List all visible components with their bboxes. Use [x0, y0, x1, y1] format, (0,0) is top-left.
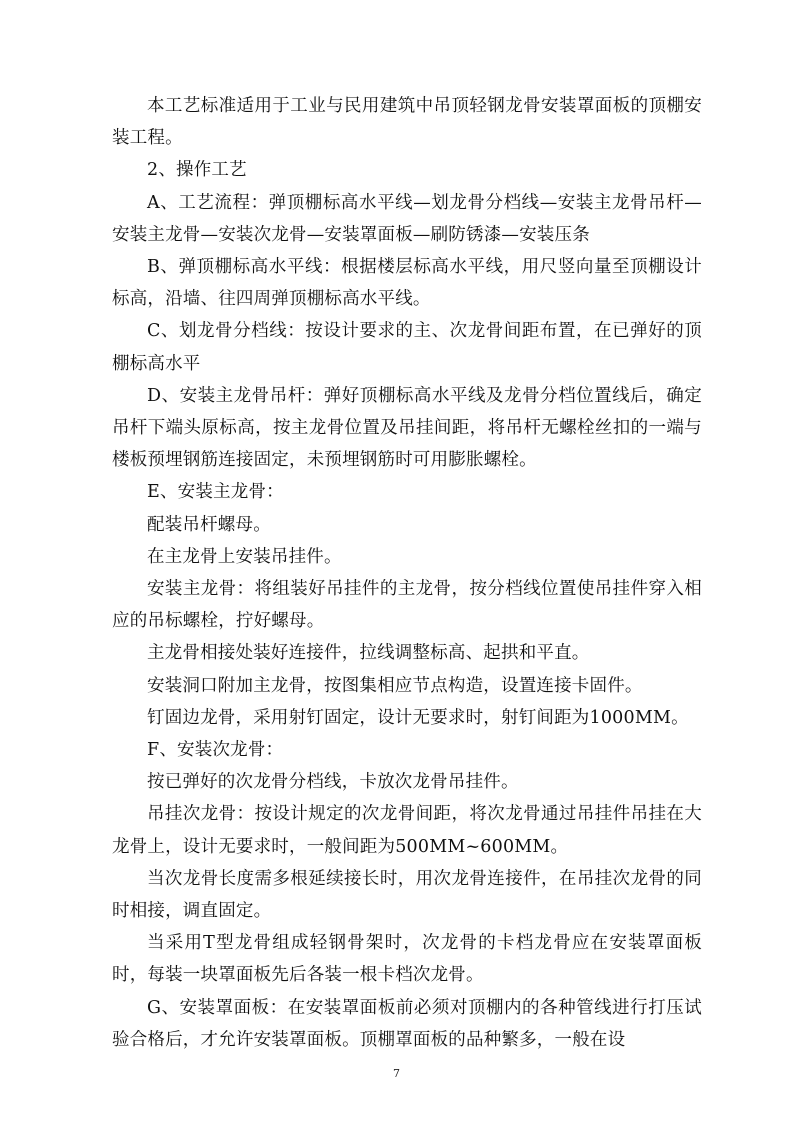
- paragraph-edge-keel: 钉固边龙骨，采用射钉固定，设计无要求时，射钉间距为1000MM。: [147, 707, 689, 728]
- page-number: 7: [393, 1067, 400, 1080]
- paragraph-hang-secondary-keel: 吊挂次龙骨：按设计规定的次龙骨间距，将次龙骨通过吊挂件吊挂在大龙骨上，设计无要求时，一般间距为500MM~600MM。: [112, 804, 702, 857]
- paragraph-snap-level-line: B、弹顶棚标高水平线：根据楼层标高水平线，用尺竖向量至顶棚设计标高，沿墙、往四周弹顶棚标高水平线。: [112, 257, 702, 310]
- paragraph-install-cover-panels: G、安装罩面板：在安装罩面板前必须对顶棚内的各种管线进行打压试验合格后，才允许安装罩面板。顶棚罩面板的品种繁多，一般在设: [112, 997, 702, 1050]
- paragraph-main-keel-hanger-rods: D、安装主龙骨吊杆：弹好顶棚标高水平线及龙骨分档位置线后，确定吊杆下端头原标高，按主龙骨位置及吊挂间距，将吊杆无螺栓丝扣的一端与楼板预埋钢筋连接固定，未预埋钢筋时可用膨胀螺栓。: [112, 385, 702, 471]
- paragraph-rod-nuts: 配装吊杆螺母。: [147, 514, 271, 535]
- paragraph-keel-layout-lines: C、划龙骨分档线：按设计要求的主、次龙骨间距布置，在已弹好的顶棚标高水平: [112, 321, 702, 374]
- subheading-install-main-keel: E、安装主龙骨：: [147, 482, 284, 503]
- paragraph-scope: 本工艺标准适用于工业与民用建筑中吊顶轻钢龙骨安装罩面板的顶棚安装工程。: [112, 96, 702, 149]
- paragraph-process-flow: A、工艺流程：弹顶棚标高水平线—划龙骨分档线—安装主龙骨吊杆—安装主龙骨—安装次龙骨—安装罩面板—刷防锈漆—安装压条: [112, 192, 702, 245]
- section-heading-operation-process: 2、操作工艺: [147, 160, 247, 181]
- paragraph-opening-main-keel: 安装洞口附加主龙骨，按图集相应节点构造，设置连接卡固件。: [147, 675, 643, 696]
- paragraph-t-keel: 当采用T型龙骨组成轻钢骨架时，次龙骨的卡档龙骨应在安装罩面板时，每装一块罩面板先后各装一根卡档次龙骨。: [112, 933, 702, 986]
- paragraph-secondary-keel-hangers: 按已弹好的次龙骨分档线，卡放次龙骨吊挂件。: [147, 772, 519, 793]
- paragraph-install-main-keel: 安装主龙骨：将组装好吊挂件的主龙骨，按分档线位置使吊挂件穿入相应的吊标螺栓，拧好螺母。: [112, 579, 702, 632]
- subheading-install-secondary-keel: F、安装次龙骨：: [147, 740, 284, 761]
- body-text: [112, 90, 702, 1056]
- paragraph-secondary-keel-extension: 当次龙骨长度需多根延续接长时，用次龙骨连接件，在吊挂次龙骨的同时相接，调直固定。: [112, 868, 702, 922]
- paragraph-hanging-pieces: 在主龙骨上安装吊挂件。: [147, 546, 342, 567]
- paragraph-main-keel-joints: 主龙骨相接处装好连接件，拉线调整标高、起拱和平直。: [147, 643, 590, 664]
